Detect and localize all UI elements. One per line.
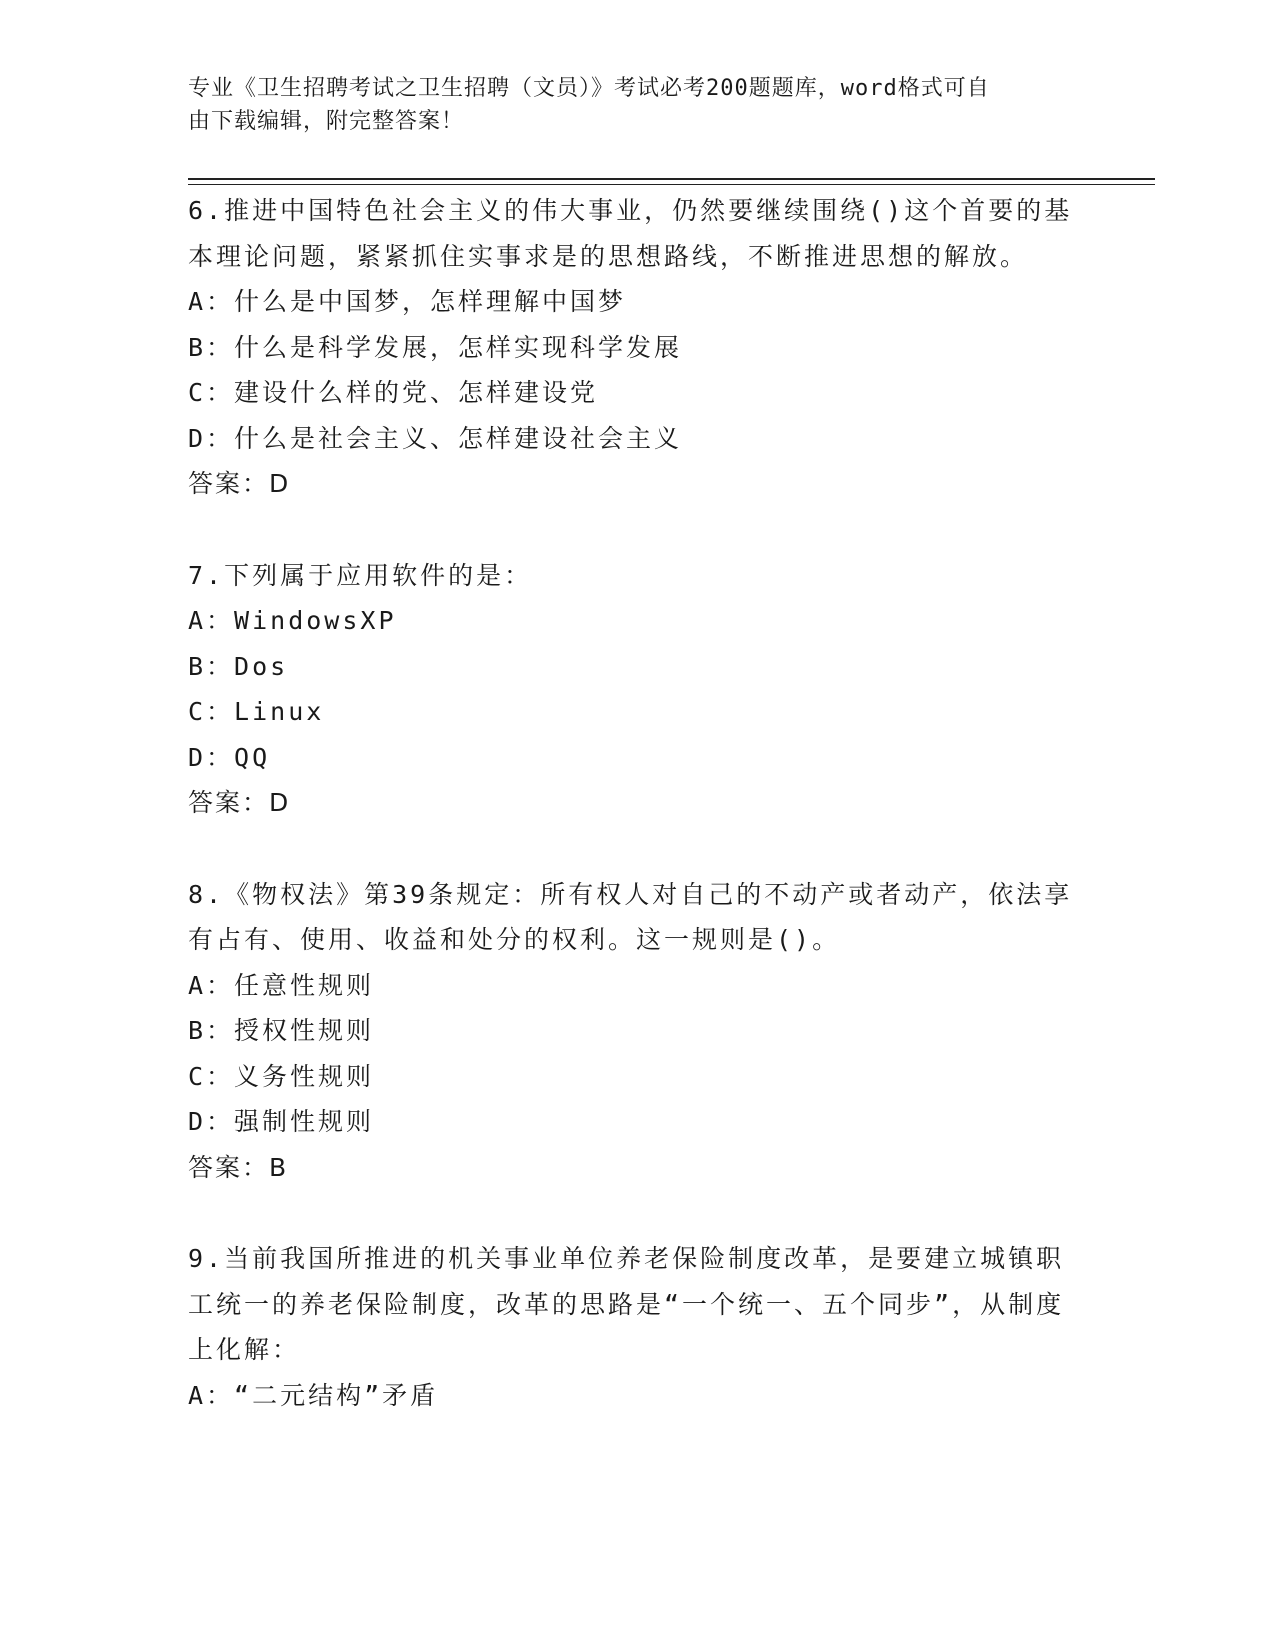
header-divider-thin (188, 184, 1155, 185)
answer-line: 答案：B (188, 1152, 289, 1182)
option-c: C：义务性规则 (188, 1061, 375, 1091)
question-list (188, 188, 1088, 1464)
option-b: B：什么是科学发展，怎样实现科学发展 (188, 332, 683, 362)
answer-line: 答案：D (188, 788, 291, 817)
header-divider-thick (188, 178, 1155, 180)
question-item (188, 1236, 1088, 1418)
option-c: C：建设什么样的党、怎样建设党 (188, 378, 599, 407)
option-b: B：授权性规则 (188, 1016, 375, 1045)
option-a: A：任意性规则 (188, 970, 375, 1000)
question-item (188, 188, 1088, 507)
option-c: C：Linux (188, 697, 325, 726)
option-d: D：QQ (188, 742, 271, 772)
document-header (188, 72, 1068, 138)
question-stem: 9.当前我国所推进的机关事业单位养老保险制度改革，是要建立城镇职工统一的养老保险制度，改革的思路是“一个统一、五个同步”，从制度上化解： (188, 1244, 1065, 1364)
option-a: A：“二元结构”矛盾 (188, 1380, 439, 1410)
header-line-1: 专业《卫生招聘考试之卫生招聘（文员）》考试必考200题题库，word格式可自 (188, 76, 990, 101)
question-item (188, 872, 1088, 1191)
option-d: D：强制性规则 (188, 1107, 375, 1136)
option-b: B：Dos (188, 651, 289, 681)
answer-line: 答案：D (188, 469, 291, 498)
question-stem: 6.推进中国特色社会主义的伟大事业，仍然要继续围绕()这个首要的基本理论问题，紧紧抓住实事求是的思想路线，不断推进思想的解放。 (188, 196, 1073, 271)
question-stem: 7.下列属于应用软件的是： (188, 560, 533, 590)
question-item (188, 553, 1088, 826)
header-line-2: 由下载编辑，附完整答案！ (188, 109, 465, 134)
option-d: D：什么是社会主义、怎样建设社会主义 (188, 423, 683, 453)
option-a: A：什么是中国梦，怎样理解中国梦 (188, 287, 627, 316)
question-stem: 8.《物权法》第39条规定：所有权人对自己的不动产或者动产，依法享有占有、使用、收益和处分的权利。这一规则是()。 (188, 879, 1073, 954)
option-a: A：WindowsXP (188, 606, 397, 635)
